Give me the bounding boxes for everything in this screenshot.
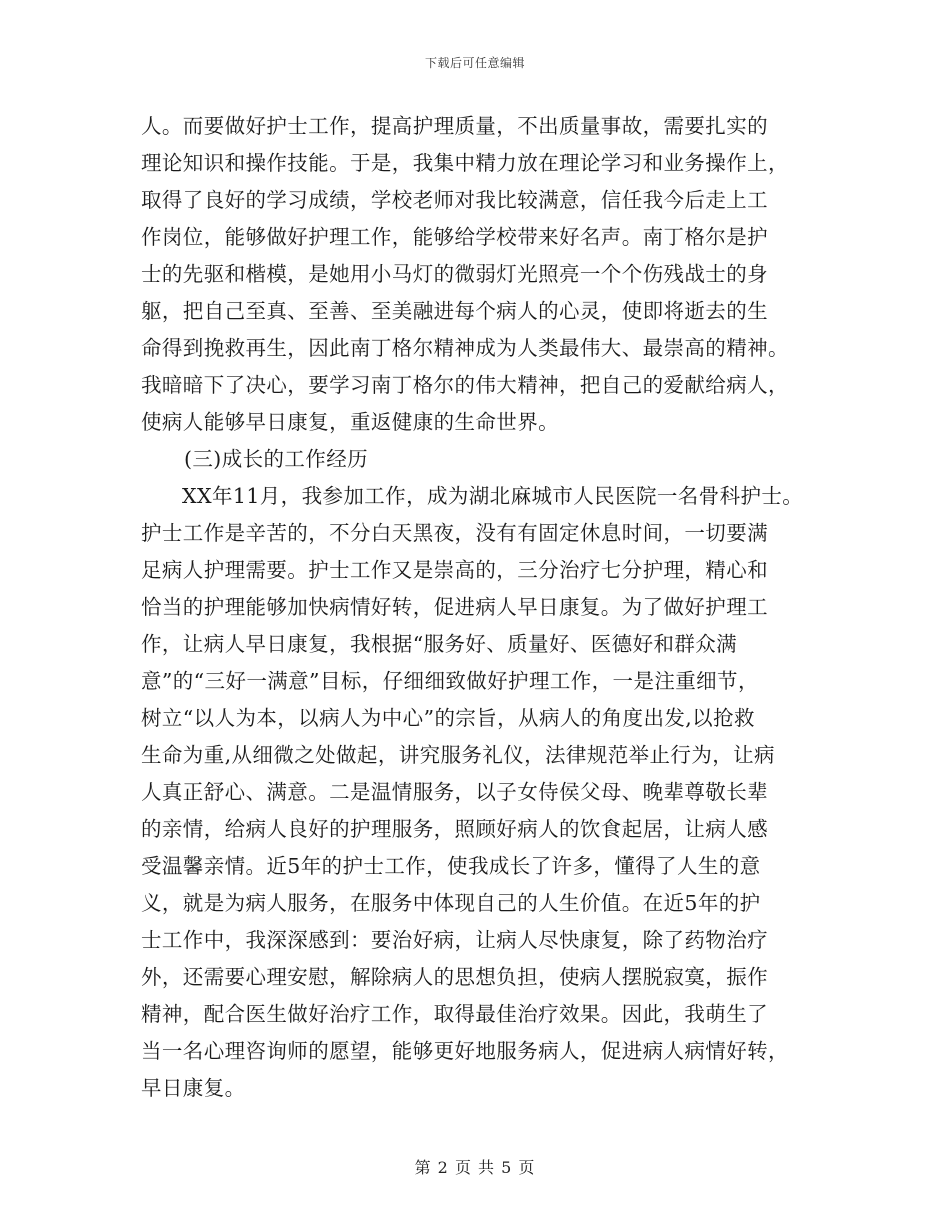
paragraph-line: 命得到挽救再生，因此南丁格尔精神成为人类最伟大、最崇高的精神。 xyxy=(141,336,789,360)
paragraph-line: 意”的“三好一满意”目标，仔细细致做好护理工作，一是注重细节， xyxy=(141,669,759,693)
paragraph-line: 作，让病人早日康复，我根据“服务好、质量好、医德好和群众满 xyxy=(141,632,738,656)
paragraph-line: 树立“以人为本，以病人为中心”的宗旨，从病人的角度出发,以抢救 xyxy=(141,706,755,730)
paragraph-line: 躯，把自己至真、至善、至美融进每个病人的心灵，使即将逝去的生 xyxy=(141,299,768,323)
paragraph-line: 理论知识和操作技能。于是，我集中精力放在理论学习和业务操作上， xyxy=(141,151,789,175)
paragraph-line: 恰当的护理能够加快病情好转，促进病人早日康复。为了做好护理工 xyxy=(141,595,768,619)
paragraph-line: 足病人护理需要。护士工作又是崇高的，三分治疗七分护理，精心和 xyxy=(141,558,768,582)
paragraph-line: 士的先驱和楷模，是她用小马灯的微弱灯光照亮一个个伤残战士的身 xyxy=(141,262,768,286)
paragraph-line: 人。而要做好护士工作，提高护理质量，不出质量事故，需要扎实的 xyxy=(141,114,768,138)
paragraph-line: 义，就是为病人服务，在服务中体现自己的人生价值。在近5年的护 xyxy=(141,891,761,915)
page-number: 第 2 页 共 5 页 xyxy=(414,1158,536,1177)
paragraph-line: 当一名心理咨询师的愿望，能够更好地服务病人，促进病人病情好转， xyxy=(141,1039,789,1063)
paragraph-line: 的亲情，给病人良好的护理服务，照顾好病人的饮食起居，让病人感 xyxy=(141,817,768,841)
paragraph-line: XX年11月，我参加工作，成为湖北麻城市人民医院一名骨科护士。 xyxy=(182,484,804,508)
paragraph-line: 取得了良好的学习成绩，学校老师对我比较满意，信任我今后走上工 xyxy=(141,188,768,212)
paragraph-line: 士工作中，我深深感到：要治好病，让病人尽快康复，除了药物治疗 xyxy=(141,928,768,952)
paragraph-line: 作岗位，能够做好护理工作，能够给学校带来好名声。南丁格尔是护 xyxy=(141,225,768,249)
page-header: 下载后可任意编辑 xyxy=(424,56,525,70)
paragraph-line: 护士工作是辛苦的，不分白天黑夜，没有有固定休息时间，一切要满 xyxy=(141,521,768,545)
paragraph-line: 使病人能够早日康复，重返健康的生命世界。 xyxy=(141,410,559,434)
paragraph-line: 我暗暗下了决心，要学习南丁格尔的伟大精神，把自己的爱献给病人， xyxy=(141,373,789,397)
paragraph-line: 受温馨亲情。近5年的护士工作，使我成长了许多，懂得了人生的意 xyxy=(141,854,761,878)
paragraph-line: 精神，配合医生做好治疗工作，取得最佳治疗效果。因此，我萌生了 xyxy=(141,1002,768,1026)
paragraph-line: 早日康复。 xyxy=(141,1076,246,1100)
paragraph-line: 生命为重,从细微之处做起，讲究服务礼仪，法律规范举止行为，让病 xyxy=(141,743,775,767)
paragraph-line: 人真正舒心、满意。二是温情服务，以子女侍侯父母、晚辈尊敬长辈 xyxy=(141,780,768,804)
section-heading: (三)成长的工作经历 xyxy=(184,447,368,471)
paragraph-line: 外，还需要心理安慰，解除病人的思想负担，使病人摆脱寂寞，振作 xyxy=(141,965,768,989)
